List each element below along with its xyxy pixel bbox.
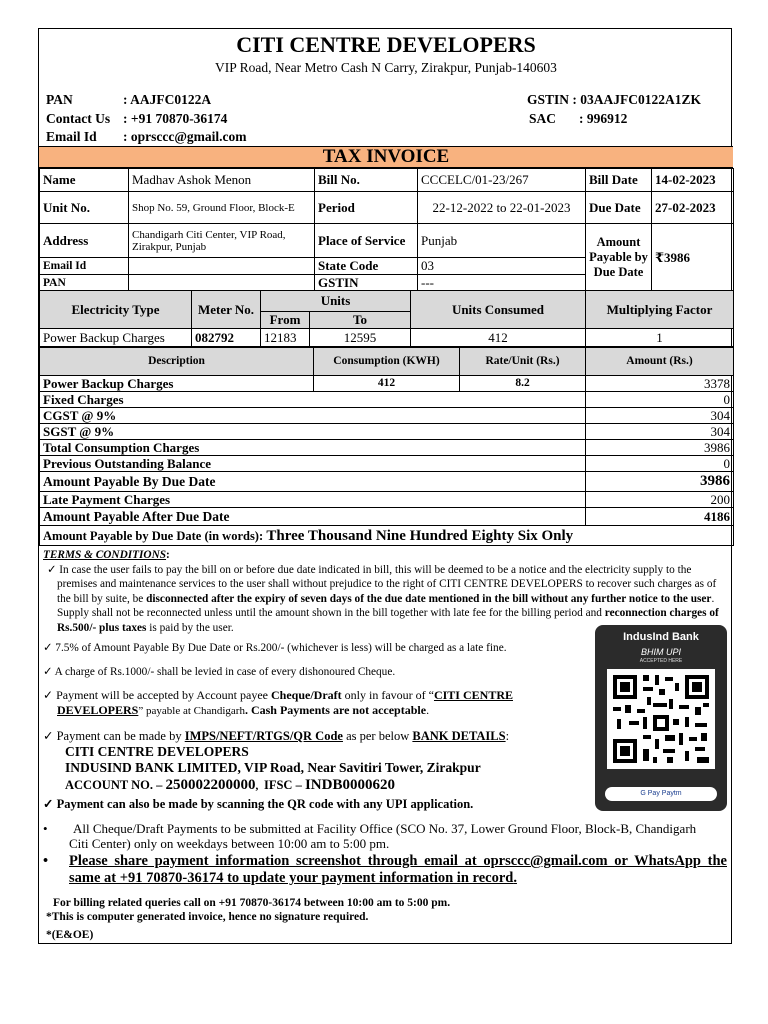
term-6-text: Payment can also be made by scanning the QR code with any UPI application. — [56, 796, 474, 811]
total-consumption-amount: 3986 — [586, 440, 734, 456]
period-label: Period — [315, 192, 418, 224]
term-4-cont: DEVELOPERS” payable at Chandigarh. Cash Payments are not acceptable. — [57, 702, 430, 717]
period: 22-12-2022 to 22-01-2023 — [418, 192, 586, 224]
customer-name: Madhav Ashok Menon — [129, 169, 315, 192]
previous-balance-amount: 0 — [586, 456, 734, 472]
electricity-type-header: Electricity Type — [40, 291, 192, 329]
sgst-amount: 304 — [586, 424, 734, 440]
term-2-text: 7.5% of Amount Payable By Due Date or Rs.200/- (whichever is less) will be charged as a late fine. — [55, 642, 507, 654]
footer-queries-text: For billing related queries call on +91 70870-36174 between 10:00 am to 5:00 pm — [53, 897, 448, 909]
term-5-bank: BANK DETAILS — [412, 729, 506, 743]
footer-generated-text: *This is computer generated invoice, hence no signature required — [46, 911, 366, 923]
terms-heading: TERMS & CONDITIONS — [43, 549, 167, 561]
company-pan: : AAJFC0122A — [123, 92, 212, 107]
name-label: Name — [40, 169, 129, 192]
term-4: ✓ Payment will be accepted by Account payee Cheque/Draft only in favour of “CITI CENTRE — [43, 688, 513, 702]
place-of-service: Punjab — [418, 224, 586, 258]
meter-no: 082792 — [192, 329, 261, 347]
term-5-text: Payment can be made by — [56, 729, 185, 743]
qr-code-icon — [607, 669, 715, 769]
late-payment-amount: 200 — [586, 492, 734, 508]
term-5: ✓ Payment can be made by IMPS/NEFT/RTGS/QR Code as per below BANK DETAILS: — [43, 729, 510, 743]
term-4-text-2: only in favour of “ — [341, 688, 434, 702]
note-1-text: All Cheque/Draft Payments to be submitted at Facility Office (SCO No. 37, Lower Ground Floor, Block-B, Chandigarh Citi Center) only on weekdays between 10:00 am to 5:00 pm. — [69, 821, 697, 851]
ifsc-label: IFSC – — [263, 777, 305, 792]
cgst-amount: 304 — [586, 408, 734, 424]
account-label: ACCOUNT NO. – — [65, 777, 166, 792]
meter-table — [39, 290, 734, 347]
power-backup-rate: 8.2 — [460, 376, 586, 392]
state-code-label: State Code — [315, 258, 418, 275]
email-id-label: Email Id — [40, 258, 129, 275]
ifsc-code: INDB0000620 — [304, 776, 395, 793]
company-name: CITI CENTRE DEVELOPERS — [236, 32, 536, 57]
amount-due: ₹3986 — [652, 224, 734, 292]
rate-header: Rate/Unit (Rs.) — [460, 348, 586, 376]
bill-no: CCCELC/01-23/267 — [418, 169, 586, 192]
customer-table — [39, 168, 734, 292]
cgst-label: CGST @ 9% — [40, 408, 586, 424]
note-1: • All Cheque/Draft Payments to be submitted at Facility Office (SCO No. 37, Lower Ground Floor, Block-B, Chandigarh Citi Center) only on weekdays between 10:00 am to 5:00 pm. — [43, 821, 713, 851]
payable-by-due-label: Amount Payable By Due Date — [40, 472, 586, 492]
amount-due-label: Amount Payable by Due Date — [586, 224, 652, 292]
customer-address: Chandigarh Citi Center, VIP Road, Zirakpur, Punjab — [129, 224, 315, 258]
fixed-charges-amount: 0 — [586, 392, 734, 408]
customer-pan-label: PAN — [40, 275, 129, 292]
company-contact: : +91 70870-36174 — [123, 111, 228, 126]
units-consumed: 412 — [411, 329, 586, 347]
footer-queries: For billing related queries call on +91 70870-36174 between 10:00 am to 5:00 pm. — [53, 897, 451, 909]
term-4-cheque: Cheque/Draft — [270, 688, 342, 702]
account-no: 250002200000 — [165, 776, 256, 793]
amount-header: Amount (Rs.) — [586, 348, 734, 376]
words-label: Amount Payable by Due Date (in words): — [43, 528, 264, 543]
term-4-payee-2: DEVELOPERS — [57, 702, 139, 717]
power-backup-amount: 3378 — [586, 376, 734, 392]
previous-balance-label: Previous Outstanding Balance — [40, 456, 586, 472]
customer-pan — [129, 275, 315, 292]
bank-branch: INDUSIND BANK LIMITED, VIP Road, Near Savitiri Tower, Zirakpur — [65, 759, 481, 775]
customer-gstin: --- — [418, 275, 586, 292]
unit-no: Shop No. 59, Ground Floor, Block-E — [129, 192, 315, 224]
qr-accepted: ACCEPTED HERE — [639, 658, 683, 664]
units-consumed-header: Units Consumed — [411, 291, 586, 329]
contact-label: Contact Us — [46, 111, 111, 126]
qr-upi-logo: BHIM UPI — [640, 647, 681, 657]
to-header: To — [310, 312, 411, 329]
due-date: 27-02-2023 — [652, 192, 734, 224]
company-address: VIP Road, Near Metro Cash N Carry, Zirakpur, Punjab-140603 — [215, 60, 557, 75]
term-6: ✓ Payment can also be made by scanning the QR code with any UPI application. — [43, 796, 474, 811]
fixed-charges-label: Fixed Charges — [40, 392, 586, 408]
term-3-text: A charge of Rs.1000/- shall be levied in case of every dishonoured Cheque. — [54, 665, 396, 678]
multiplying-factor: 1 — [586, 329, 734, 347]
units-to: 12595 — [310, 329, 411, 347]
units-from: 12183 — [261, 329, 310, 347]
unit-label: Unit No. — [40, 192, 129, 224]
power-backup-label: Power Backup Charges — [40, 376, 314, 392]
terms-section: TERMS & CONDITIONS: ✓ In case the user fails to pay the bill on or before due date indicated in bill, this will be deemed to be a notice and the electricity supply to the premises and maintenance services to the user shall without prejudice to the right of CITI CENTRE DEVELOPERS to recover such charges as of the bill by suite, be disconnected after the expiry of seven days of the due date mentioned in the bill without any further notice to the user. Supply shall not be reconnected unless until the amount shown in the bill together with late fee for the billing period and reconnection charges of Rs.500/- plus taxes is paid by the user. ✓ 7.5% of Amount Payable By Due Date or Rs.200/- (whichever is less) will be charged as a late fine. ✓ A charge of Rs.1000/- shall be levied in case of every dishonoured Cheque. ✓ Payment will be accepted by Account payee Cheque/Draft only in favour of “CITI CENTRE DEVELOPERS” payable at Chandigarh. Cash Payments are not acceptable. ✓ Payment can be made by IMPS/NEFT/RTGS/QR Code as per below BANK DETAILS: CITI CENTRE DEVELOPERS INDUSIND BANK LIMITED, VIP Road, Near Savitiri Tower, Zirakpur ACCOUNT NO. – 250002200000, IFSC – INDB0000620 ✓ Payment can also be made by scanning the QR code with any UPI application. — [43, 548, 729, 811]
term-1: ✓ In case the user fails to pay the bill on or before due date indicated in bill, this will be deemed to be a notice and the electricity supply to the premises and maintenance services to the user shall without prejudice to the right of CITI CENTRE DEVELOPERS to recover such charges as of the bill by suite, be disconnected after the expiry of seven days of the due date mentioned in the bill without any further notice to the user. Supply shall not be reconnected unless until the amount shown in the bill together with late fee for the billing period and reconnection charges of Rs.500/- plus taxes is paid by the user. — [47, 563, 719, 634]
payable-after-due-amount: 4186 — [586, 508, 734, 526]
address-label: Address — [40, 224, 129, 258]
customer-email — [129, 258, 315, 275]
meter-no-header: Meter No. — [192, 291, 261, 329]
power-backup-consumption: 412 — [314, 376, 460, 392]
note-2-share: Please share payment information screenshot through email at oprsccc@gmail.com or WhatsApp the same at +91 70870-36174 to update your payment information in record — [69, 853, 727, 886]
term-5-modes: IMPS/NEFT/RTGS/QR Code — [184, 729, 343, 743]
payable-after-due-label: Amount Payable After Due Date — [40, 508, 586, 526]
term-4-payee: CITI CENTRE — [433, 688, 513, 702]
gstin-label: GSTIN — [315, 275, 418, 292]
note-2: • Please share payment information screenshot through email at oprsccc@gmail.com or WhatsApp the same at +91 70870-36174 to update your payment information in record. — [43, 853, 727, 886]
charges-table — [39, 347, 734, 546]
term-4-cash: . Cash Payments are not acceptable — [244, 702, 427, 717]
email-label: Email Id — [46, 129, 97, 144]
company-sac: : 996912 — [579, 111, 628, 126]
late-payment-label: Late Payment Charges — [40, 492, 586, 508]
bank-account-row: ACCOUNT NO. – 250002200000, IFSC – INDB0000620 — [65, 776, 395, 793]
consumption-header: Consumption (KWH) — [314, 348, 460, 376]
term-1-text-2: . Supply shall not be reconnected unless until the amount shown in the bill together with late fee for the billing period and — [57, 592, 715, 619]
from-header: From — [261, 312, 310, 329]
state-code: 03 — [418, 258, 586, 275]
amount-in-words: Three Thousand Nine Hundred Eighty Six Only — [266, 527, 574, 544]
total-consumption-label: Total Consumption Charges — [40, 440, 586, 456]
units-header: Units — [261, 291, 411, 312]
bill-date: 14-02-2023 — [652, 169, 734, 192]
term-1-text: In case the user fails to pay the bill on or before due date indicated in bill, this will be deemed to be a notice and the electricity supply to the premises and maintenance services to the user shall without prejudice to the right of CITI CENTRE DEVELOPERS to recover such charges as of the bill by suite, be — [57, 563, 717, 605]
company-email: : oprsccc@gmail.com — [123, 129, 247, 144]
place-label: Place of Service — [315, 224, 418, 258]
term-4-text: Payment will be accepted by Account payee — [56, 688, 271, 702]
upi-qr-card — [595, 625, 727, 811]
sac-label: SAC — [529, 111, 557, 126]
sgst-label: SGST @ 9% — [40, 424, 586, 440]
pan-label: PAN — [46, 92, 73, 107]
due-date-label: Due Date — [586, 192, 652, 224]
bank-name: CITI CENTRE DEVELOPERS — [65, 743, 249, 759]
term-1-text-3: is paid by the user. — [146, 621, 234, 634]
footer-generated: *This is computer generated invoice, hence no signature required. — [46, 911, 369, 923]
description-header: Description — [40, 348, 314, 376]
term-2: ✓ 7.5% of Amount Payable By Due Date or Rs.200/- (whichever is less) will be charged as a late fine. — [43, 642, 507, 654]
qr-bank-name: IndusInd Bank — [623, 631, 699, 643]
term-5-text-2: as per below — [342, 729, 413, 743]
multiplying-factor-header: Multiplying Factor — [586, 291, 734, 329]
term-4-text-3: ” payable at Chandigarh — [138, 704, 245, 717]
term-1-disconnect: disconnected after the expiry of seven days of the due date mentioned in the bill without any further notice to the user — [146, 592, 712, 605]
footer-eoe: *(E&OE) — [46, 929, 94, 941]
tax-invoice-banner: TAX INVOICE — [39, 146, 733, 168]
meter-type: Power Backup Charges — [40, 329, 192, 347]
term-3: ✓ A charge of Rs.1000/- shall be levied in case of every dishonoured Cheque. — [43, 665, 396, 678]
amount-in-words-row — [40, 526, 734, 546]
payable-by-due-amount: 3986 — [586, 472, 734, 492]
term-1-reconnect: reconnection charges of Rs.500/- plus taxes — [57, 607, 719, 634]
note-2-text: Please share payment information screenshot through email at oprsccc@gmail.com or WhatsApp the same at +91 70870-36174 to update your payment information in record. — [69, 853, 727, 886]
company-gstin: GSTIN : 03AAJFC0122A1ZK — [527, 92, 702, 107]
qr-code[interactable] — [607, 669, 715, 769]
bill-date-label: Bill Date — [586, 169, 652, 192]
qr-app-logos: G Pay Paytm — [605, 787, 717, 801]
invoice-frame — [38, 28, 732, 944]
bill-no-label: Bill No. — [315, 169, 418, 192]
